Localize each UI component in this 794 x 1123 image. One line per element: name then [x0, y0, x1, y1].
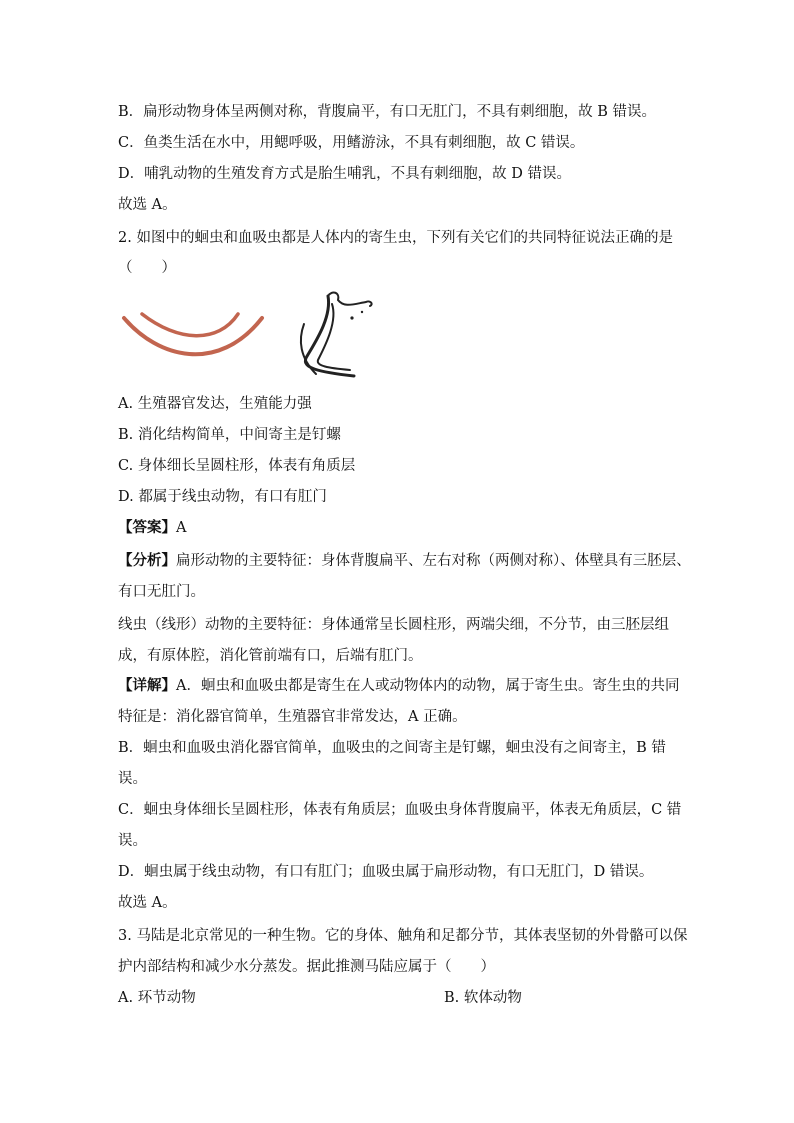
q2-detail-line3: B．蛔虫和血吸虫消化器官简单，血吸虫的之间寄主是钉螺，蛔虫没有之间寄主，B 错 [118, 740, 666, 756]
q2-option-b: B. 消化结构简单，中间寄主是钉螺 [118, 427, 341, 443]
detail-tag: 【详解】 [118, 677, 176, 694]
prev-explanation-d: D．哺乳动物的生殖发育方式是胎生哺乳，不具有刺细胞，故 D 错误。 [118, 166, 571, 182]
q2-stem-line1: 2. 如图中的蛔虫和血吸虫都是人体内的寄生虫，下列有关它们的共同特征说法正确的是 [118, 230, 673, 246]
q2-analysis-line3: 线虫（线形）动物的主要特征：身体通常呈长圆柱形，两端尖细，不分节，由三胚层组 [118, 617, 669, 633]
q2-conclusion: 故选 A。 [118, 895, 177, 911]
q2-analysis-line2: 有口无肛门。 [118, 584, 205, 600]
analysis-tag: 【分析】 [118, 552, 176, 569]
q3-option-a: A. 环节动物 [118, 990, 196, 1006]
q2-stem-line2: （ ） [118, 260, 176, 276]
prev-explanation-c: C．鱼类生活在水中，用鳃呼吸，用鳍游泳，不具有刺细胞，故 C 错误。 [118, 135, 585, 151]
q2-detail-line4: 误。 [118, 771, 147, 787]
roundworm-icon [124, 314, 262, 354]
q3-stem-line1: 3. 马陆是北京常见的一种生物。它的身体、触角和足都分节，其体表坚韧的外骨骼可以保 [118, 928, 688, 944]
q3-stem-line2: 护内部结构和减少水分蒸发。据此推测马陆应属于（ ） [118, 959, 495, 975]
blood-fluke-icon [301, 293, 372, 376]
detail-text-a1: A．蛔虫和血吸虫都是寄生在人或动物体内的动物，属于寄生虫。寄生虫的共同 [176, 678, 680, 694]
q2-detail-line1 [118, 677, 679, 695]
q3-option-b: B. 软体动物 [444, 990, 522, 1006]
q2-detail-line6: 误。 [118, 833, 147, 849]
prev-explanation-b: B．扁形动物身体呈两侧对称，背腹扁平，有口无肛门，不具有刺细胞，故 B 错误。 [118, 104, 657, 120]
q2-answer [118, 519, 186, 537]
q2-analysis-line4: 成，有原体腔，消化管前端有口，后端有肛门。 [118, 648, 423, 664]
q2-option-c: C. 身体细长呈圆柱形，体表有角质层 [118, 458, 356, 474]
q2-detail-line7: D．蛔虫属于线虫动物，有口有肛门；血吸虫属于扁形动物，有口无肛门，D 错误。 [118, 864, 654, 880]
prev-conclusion: 故选 A。 [118, 197, 177, 213]
answer-tag: 【答案】 [118, 519, 176, 536]
q2-figure [118, 288, 408, 384]
q2-analysis-line1 [118, 552, 691, 570]
q2-option-a: A. 生殖器官发达，生殖能力强 [118, 396, 312, 412]
q2-figure-svg [118, 288, 408, 384]
q2-detail-line2: 特征是：消化器官简单，生殖器官非常发达，A 正确。 [118, 709, 467, 725]
q2-option-d: D. 都属于线虫动物，有口有肛门 [118, 489, 327, 505]
q2-detail-line5: C．蛔虫身体细长呈圆柱形，体表有角质层；血吸虫身体背腹扁平，体表无角质层，C 错 [118, 802, 682, 818]
answer-value: A [176, 520, 187, 536]
analysis-text-1a: 扁形动物的主要特征：身体背腹扁平、左右对称（两侧对称）、体壁具有三胚层、 [176, 553, 691, 569]
